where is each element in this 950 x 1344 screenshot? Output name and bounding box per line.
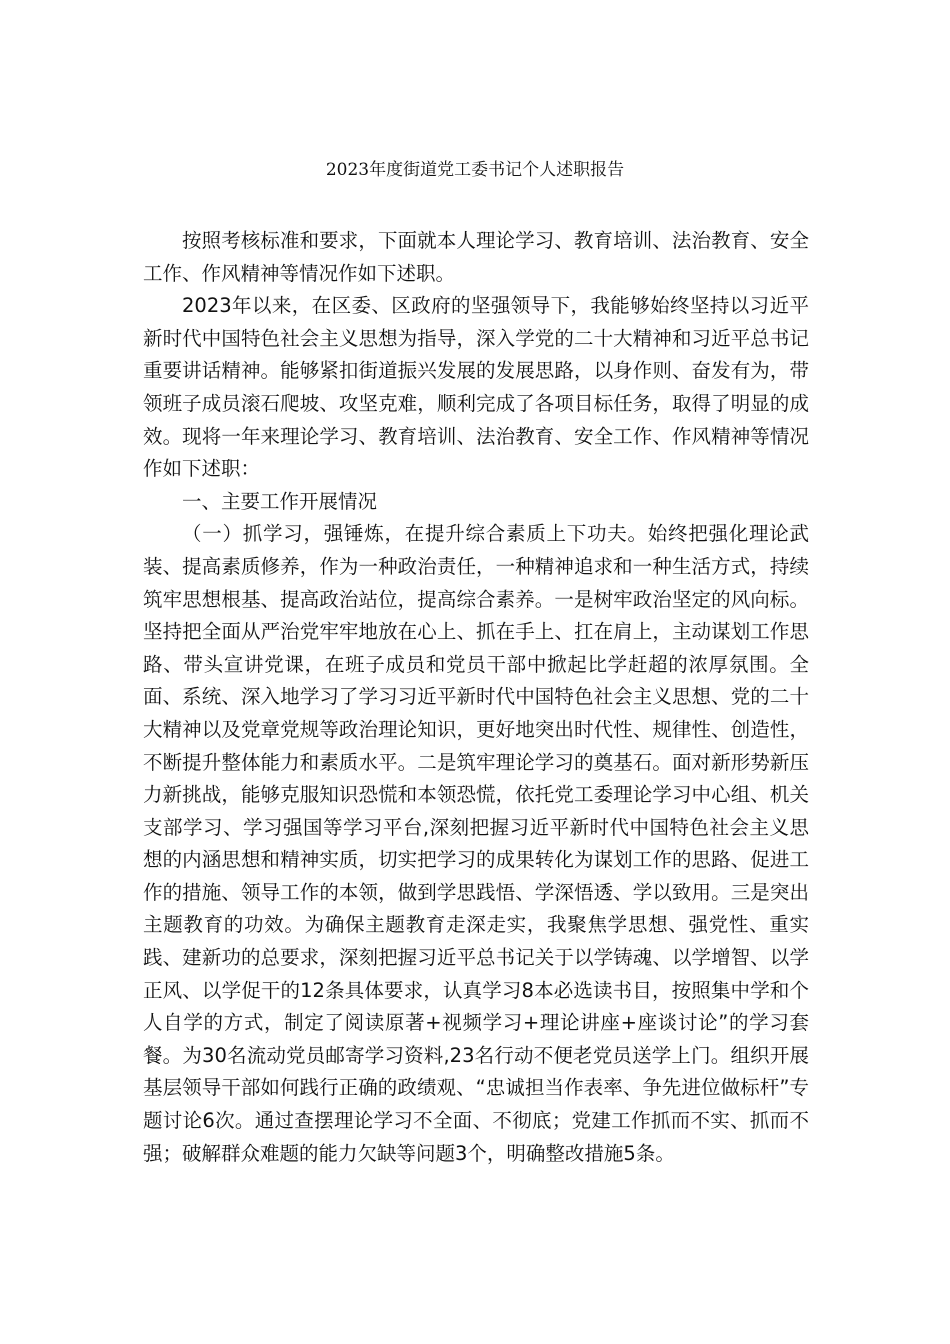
paragraph-overview: 2023年以来，在区委、区政府的坚强领导下，我能够始终坚持以习近平新时代中国特色社会主义思想为指导，深入学党的二十大精神和习近平总书记重要讲话精神。能够紧扣街道振兴发展的发展思路，以身作则、奋发有为，带领班子成员滚石爬坡、攻坚克难，顺利完成了各项目标任务，取得了明显的成效。现将一年来理论学习、教育培训、法治教育、安全工作、作风精神等情况作如下述职： — [143, 294, 809, 481]
document-title: 2023年度街道党工委书记个人述职报告 — [325, 160, 625, 180]
document-body — [143, 225, 809, 1170]
paragraph-intro: 按照考核标准和要求，下面就本人理论学习、教育培训、法治教育、安全工作、作风精神等情况作如下述职。 — [143, 229, 809, 285]
paragraph-study: （一）抓学习，强锤炼，在提升综合素质上下功夫。始终把强化理论武装、提高素质修养，作为一种政治责任，一种精神追求和一种生活方式，持续筑牢思想根基、提高政治站位，提高综合素养。一是树牢政治坚定的风向标。坚持把全面从严治党牢牢地放在心上、抓在手上、扛在肩上，主动谋划工作思路、带头宣讲党课，在班子成员和党员干部中掀起比学赶超的浓厚氛围。全面、系统、深入地学习了学习习近平新时代中国特色社会主义思想、党的二十大精神以及党章党规等政治理论知识，更好地突出时代性、规律性、创造性，不断提升整体能力和素质水平。二是筑牢理论学习的奠基石。面对新形势新压力新挑战，能够克服知识恐慌和本领恐慌，依托党工委理论学习中心组、机关支部学习、学习强国等学习平台,深刻把握习近平新时代中国特色社会主义思想的内涵思想和精神实质，切实把学习的成果转化为谋划工作的思路、促进工作的措施、领导工作的本领，做到学思践悟、学深悟透、学以致用。三是突出主题教育的功效。为确保主题教育走深走实，我聚焦学思想、强党性、重实践、建新功的总要求，深刻把握习近平总书记关于以学铸魂、以学增智、以学正风、以学促干的12条具体要求，认真学习8本必选读书目，按照集中学和个人自学的方式，制定了阅读原著+视频学习+理论讲座+座谈讨论”的学习套餐。为30名流动党员邮寄学习资料,23名行动不便老党员送学上门。组织开展基层领导干部如何践行正确的政绩观、“忠诚担当作表率、争先进位做标杆”专题讨论6次。通过查摆理论学习不全面、不彻底；党建工作抓而不实、抓而不强；破解群众难题的能力欠缺等问题3个，明确整改措施5条。 — [143, 522, 809, 1165]
section-heading: 一、主要工作开展情况 — [182, 489, 378, 513]
